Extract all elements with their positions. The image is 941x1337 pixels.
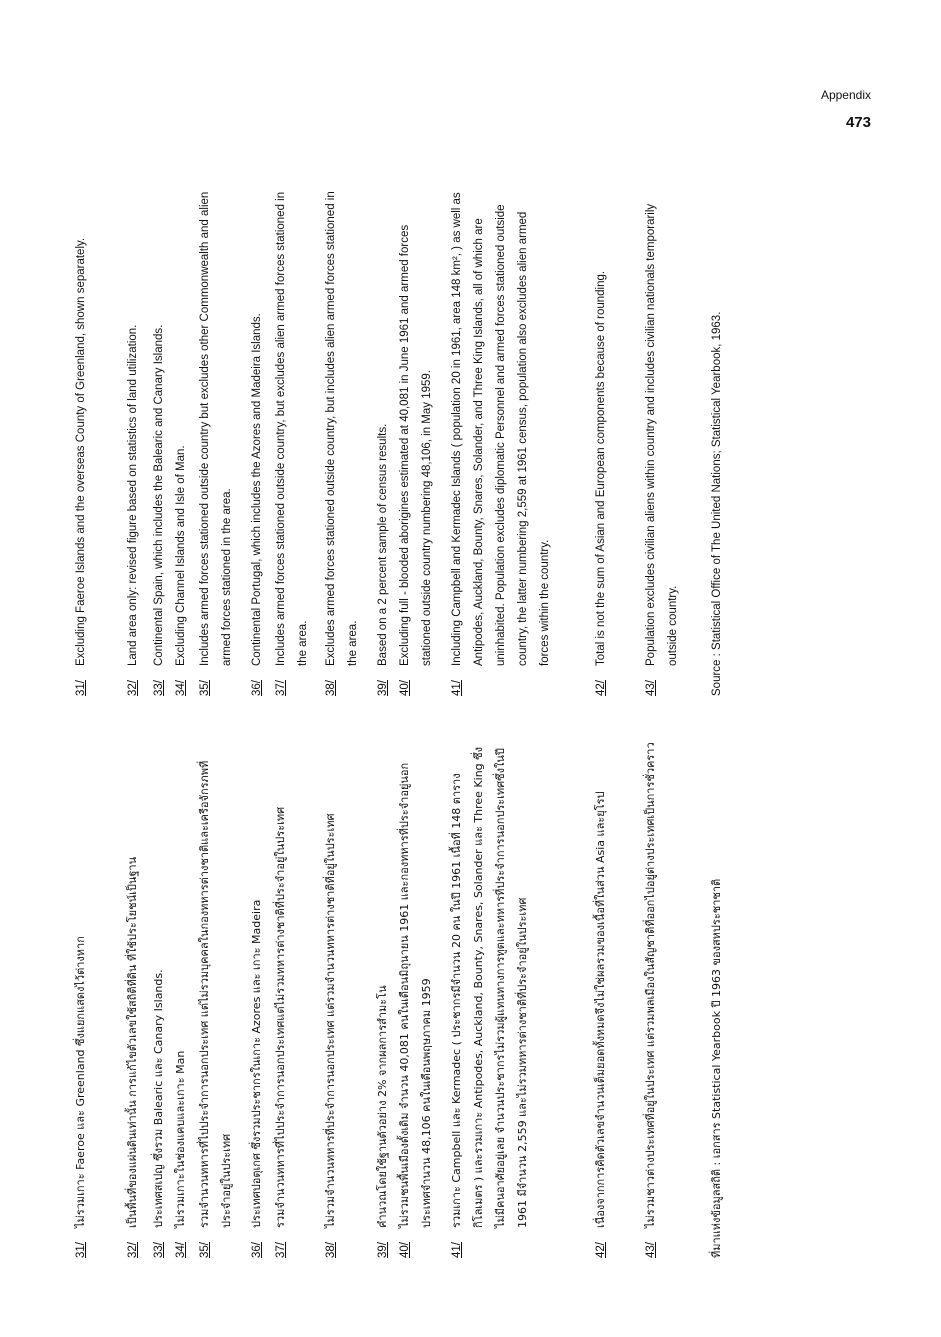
note-number: 37/ (275, 680, 287, 696)
note-text: Continental Portugal, which includes the Azores and Madeira Islands. (251, 313, 263, 666)
english-note-37 (270, 186, 314, 696)
english-note-43 (640, 186, 684, 696)
english-source: Source : Statistical Office of The United Nations; Statistical Yearbook, 1963. (711, 311, 723, 696)
note-number: 38/ (325, 680, 337, 696)
appendix-label: Appendix (820, 88, 871, 102)
english-note-36 (246, 186, 268, 696)
note-text: รวมจำนวนทหารที่ไปประจำการนอกประเทศ แต่ไม่รวมบุคคลในกองทหารต่างชาติและเครือจักรภพที่ประจำอยู่ในประเทศ (198, 760, 233, 1228)
note-number: 43/ (645, 1242, 657, 1258)
note-text: Continental Spain, which includes the Balearic and Canary Islands. (153, 324, 165, 666)
english-note-32 (122, 186, 144, 696)
page-number: 473 (845, 114, 871, 131)
note-number: 36/ (251, 1242, 263, 1258)
note-text: ไม่รวมชนพื้นเมืองดั้งเดิม จำนวน 40,081 คนในเดือนมิถุนายน 1961 และกองทหารที่ประจำอยู่นอกประเทศจำนวน 48,106 คนในเดือนพฤษภาคม 1959 (398, 762, 433, 1228)
note-text: Includes armed forces stationed outside country, but excludes alien armed forces stationed in the area. (275, 191, 309, 666)
note-number: 35/ (199, 680, 211, 696)
note-text: Based on a 2 percent sample of census results. (377, 423, 389, 666)
note-number: 35/ (199, 1242, 211, 1258)
english-note-40 (394, 186, 438, 696)
note-text: ไม่รวมเกาะ Faeroe และ Greenland ซึ่งแยกแสดงไว้ต่างหาก (74, 936, 87, 1228)
note-text: Excluding Channel Islands and Isle of Man. (175, 445, 187, 666)
thai-notes-column (70, 738, 790, 1258)
thai-note-33 (148, 738, 170, 1258)
thai-note-32 (122, 738, 144, 1258)
note-number: 31/ (75, 1242, 87, 1258)
note-number: 39/ (377, 1242, 389, 1258)
english-note-33 (148, 186, 170, 696)
note-number: 38/ (325, 1242, 337, 1258)
note-text: Excluding full - blooded aborigines estimated at 40,081 in June 1961 and armed forces stationed outside country numbering 48,106, in May 1959. (399, 224, 433, 666)
thai-note-41 (446, 738, 534, 1258)
english-notes-column (70, 186, 790, 696)
english-note-42 (590, 186, 612, 696)
note-number: 43/ (645, 680, 657, 696)
note-number: 41/ (451, 1242, 463, 1258)
english-note-38 (320, 186, 364, 696)
note-number: 40/ (399, 1242, 411, 1258)
note-number: 31/ (75, 680, 87, 696)
note-number: 42/ (595, 1242, 607, 1258)
note-text: Including Campbell and Kermadec Islands ( population 20 in 1961, area 148 km², ) as well as Antipodes, Auckland, Bounty, Snares, Solander, and Three King Islands, all of which are uninhabited. Population excludes diplomatic Personnel and armed forces stationed outside country, the latter numbering 2,559 at 1961 census, population also excludes alien armed forces within the country. (451, 192, 551, 666)
note-number: 32/ (127, 1242, 139, 1258)
thai-note-35 (194, 738, 238, 1258)
note-text: ประเทศปอตุเกศ ซึ่งรวมประชากรในเกาะ Azores และ เกาะ Madeira (250, 899, 263, 1228)
note-text: รวมจำนวนทหารที่ไปประจำการนอกประเทศแต่ไม่รวมทหารต่างชาติที่ประจำอยู่ในประเทศ (274, 806, 287, 1228)
note-text: ไม่รวมจำนวนทหารที่ประจำการนอกประเทศ แต่รวมจำนวนทหารต่างชาติที่อยู่ในประเทศ (324, 813, 337, 1228)
note-number: 37/ (275, 1242, 287, 1258)
thai-note-42 (590, 738, 612, 1258)
english-note-39 (372, 186, 394, 696)
note-text: Excluding Faeroe Islands and the overseas County of Greenland, shown separately. (75, 237, 87, 666)
thai-note-31 (70, 738, 92, 1258)
note-text: Total is not the sum of Asian and European components because of rounding. (595, 270, 607, 666)
note-number: 34/ (175, 680, 187, 696)
note-text: Population excludes civilian aliens within country and includes civilian nationals temporarily outside country. (645, 203, 679, 666)
note-text: เนื่องจากการคิดตัวเลขจำนวนเต็มยอดทั้งหมดจึงไม่ใช่ผลรวมของเนื้อที่ในส่วน Asia และยุโรป (594, 791, 607, 1228)
thai-note-37 (270, 738, 292, 1258)
english-note-41 (446, 186, 556, 696)
note-text: ไม่รวมเกาะในช่องแคบและเกาะ Man (174, 1050, 187, 1228)
note-number: 40/ (399, 680, 411, 696)
thai-source: ที่มาแห่งข้อมูลสถิติ : เอกสาร Statistical Yearbook ปี 1963 ของสหประชาชาติ (710, 878, 723, 1258)
note-number: 32/ (127, 680, 139, 696)
thai-note-36 (246, 738, 268, 1258)
thai-note-39 (372, 738, 394, 1258)
note-text: ไม่รวมชาวต่างประเทศที่อยู่ในประเทศ แต่รวมพลเมืองในสัญชาติที่ออกไปอยู่ต่างประเทศเป็นการชั่วคราว (644, 742, 657, 1228)
note-number: 33/ (153, 1242, 165, 1258)
english-note-35 (194, 186, 238, 696)
note-text: ประเทศสเปญ ซึ่งรวม Balearic และ Canary Islands. (152, 969, 165, 1228)
note-text: เป็นพื้นที่ของแผ่นดินเท่านั้น การแก้ไขตัวเลขใช้สถิติที่ดิน ที่ใช้ประโยชน์เป็นฐาน (126, 856, 139, 1228)
english-note-34 (170, 186, 192, 696)
thai-note-43 (640, 738, 662, 1258)
note-text: Includes armed forces stationed outside country but excludes other Commonwealth and alien armed forces stationed in the area. (199, 191, 233, 666)
thai-note-40 (394, 738, 438, 1258)
thai-note-38 (320, 738, 342, 1258)
english-note-31 (70, 186, 92, 696)
thai-note-34 (170, 738, 192, 1258)
note-number: 41/ (451, 680, 463, 696)
note-number: 39/ (377, 680, 389, 696)
note-number: 42/ (595, 680, 607, 696)
note-text: Excludes armed forces stationed outside country, but includes alien armed forces stationed in the area. (325, 191, 359, 666)
note-text: รวมเกาะ Campbell และ Kermadec ( ประชากรมีจำนวน 20 คน ในปี 1961 เนื้อที่ 148 ตารางกิโลเมตร ) และรวมเกาะ Antipodes, Auckland, Bounty, Snares, Solander และ Three King ซึ่งไม่มีคนอาศัยอยู่เลย จำนวนประชากรไม่รวมผู้แทนทางการทูตและทหารที่ประจำการนอกประเทศซึ่งในปี 1961 มีจำนวน 2,559 และไม่รวมทหารต่างชาติที่ประจำอยู่ในประเทศ (450, 747, 529, 1228)
note-text: Land area only: revised figure based on statistics of land utilization. (127, 324, 139, 666)
note-number: 36/ (251, 680, 263, 696)
note-number: 33/ (153, 680, 165, 696)
note-text: คำนวณโดยใช้ฐานตัวอย่าง 2% จากผลการสำมะโน (376, 985, 389, 1228)
note-number: 34/ (175, 1242, 187, 1258)
rotated-content (70, 180, 790, 1258)
